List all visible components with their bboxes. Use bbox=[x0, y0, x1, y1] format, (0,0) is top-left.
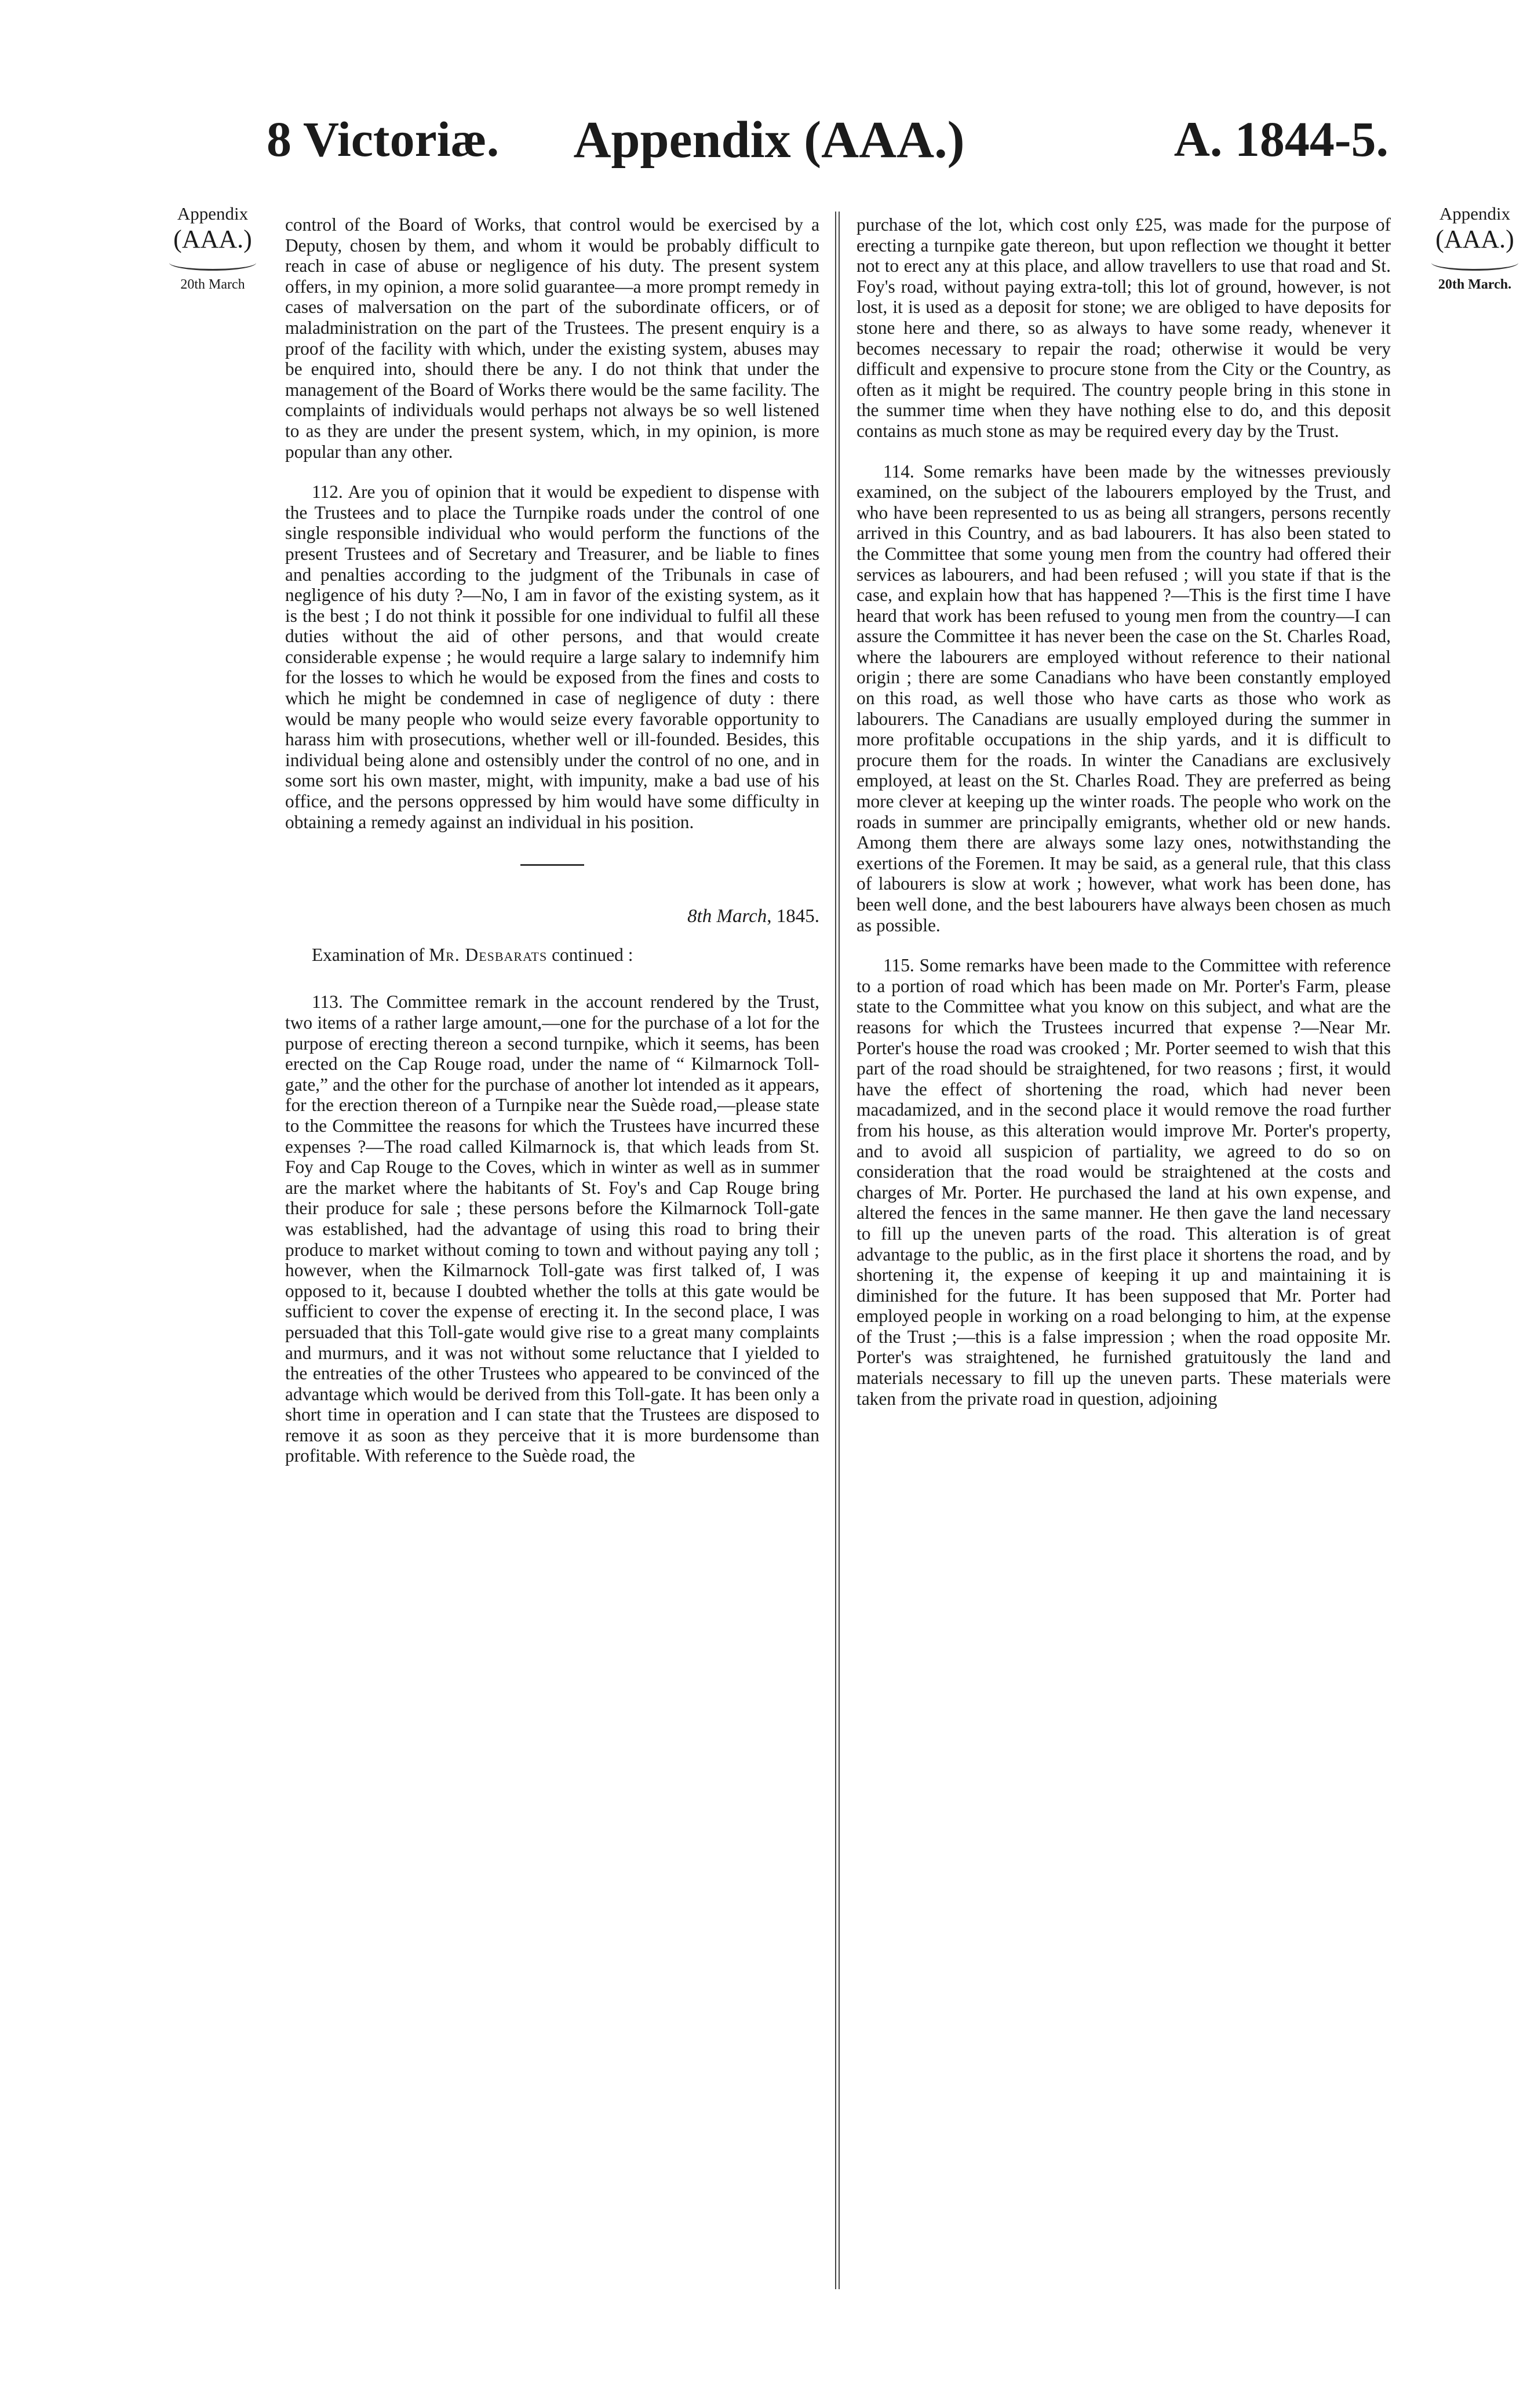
paragraph-114: 114. Some remarks have been made by the witnesses previously examined, on the subject of the labourers employed by the Trust, and who have been represented to us as being all strangers, persons recently arrived in this Country, and as bad labourers. It has also been stated to the Committee that some young men from the country had offered their services as labourers, and had been refused ; will you state if that is the case, and explain how that has happened ?—This is the first time I have heard that work has been refused to young men from the country—I can assure the Committee it has never been the case on the St. Charles Road, where the labourers are employed without reference to their national origin ; there are some Canadians who have been constantly employed on this road, as well those who have carts as those who work as labourers. The Canadians are usually employed during the summer in more profitable occupations in the ship yards, and it is difficult to procure them for the roads. In winter the Canadians are exclusively employed, at least on the St. Charles Road. They are preferred as being more clever at keeping up the winter roads. The people who work on the roads in summer are principally emigrants, whether old or new hands. Among them there are always some lazy ones, notwithstanding the exertions of the Foremen. It may be said, as a general rule, that this class of labourers is slow at work ; however, what work has been done, has been well done, and the best labourers have always been chosen as much as possible. bbox=[857, 461, 1391, 935]
margin-date: 20th March. bbox=[1438, 276, 1512, 292]
margin-appendix-code: (AAA.) bbox=[173, 225, 252, 254]
column-divider bbox=[835, 212, 836, 2289]
margin-appendix-label: Appendix bbox=[177, 203, 249, 224]
margin-date: 20th March bbox=[180, 276, 245, 292]
examination-prefix: Examination of bbox=[312, 944, 429, 965]
examination-heading bbox=[285, 945, 819, 966]
header-title: Appendix (AAA.) bbox=[573, 111, 965, 169]
paragraph-115: 115. Some remarks have been made to the Committee with reference to a portion of road which has been made on Mr. Porter's Farm, please state to the Committee what you know on this subject, and what are the reasons for which the Trustees incurred that expense ?—Near Mr. Porter's house the road was crooked ; Mr. Porter seemed to wish that this part of the road should be straightened, for two reasons ; first, it would have the effect of shortening the road, which had never been macadamized, and in the second place it would remove the road further from his house, as this alteration would improve Mr. Porter's property, and to avoid all suspicion of partiality, we agreed to do so on consideration that the road would be straightened at the costs and charges of Mr. Porter. He purchased the land at his own expense, and altered the fences in the same manner. He then gave the land necessary to fill up the uneven parts of the road. This alteration is of great advantage to the public, as in the first place it shortens the road, and by shortening it, the expense of keeping it up and maintaining it is diminished for the future. It has been supposed that Mr. Porter had employed people in working on a road belonging to him, at the expense of the Trust ;—this is a false impression ; when the road opposite Mr. Porter's was straightened, he furnished gratuitously the land and materials necessary to fill up the uneven parts. These materials were taken from the private road in question, adjoining bbox=[857, 955, 1391, 1409]
header-year: A. 1844-5. bbox=[1173, 111, 1388, 167]
paragraph-112: 112. Are you of opinion that it would be expedient to dispense with the Trustees and to place the Turnpike roads under the control of one single responsible individual who would perform the functions of the present Trustees and of Secretary and Treasurer, and be liable to fines and penalties according to the judgment of the Tribunals in case of negligence of his duty ?—No, I am in favor of the existing system, as it is the best ; I do not think it possible for one individual to fulfil all these duties without the aid of other persons, and that would create considerable expense ; he would require a large salary to indemnify him for the losses to which he would be exposed from the fines and costs to which he might be condemned in case of negligence of duty : there would be many people who would seize every favorable opportunity to harass him with prosecutions, whether well or ill-founded. Besides, this individual being alone and ostensibly under the control of no one, and in some sort his own master, might, with impunity, make a bad use of his office, and the persons oppressed by him would have some difficulty in obtaining a remedy against an individual in his position. bbox=[285, 482, 819, 832]
margin-appendix-label: Appendix bbox=[1439, 203, 1511, 224]
right-column bbox=[857, 214, 1391, 1429]
running-header bbox=[0, 110, 1538, 174]
section-rule bbox=[520, 864, 584, 866]
paragraph-continued: control of the Board of Works, that control would be exercised by a Deputy, chosen by them, and whom it would be probably difficult to reach in case of abuse or negligence of his duty. The present system offers, in my opinion, a more solid guarantee—a more prompt remedy in cases of malversation on the part of the subordinate officers, or of maladministration on the part of the Trustees. The present enquiry is a proof of the facility with which, under the existing system, abuses may be enquired into, should there be any. I do not think that under the management of the Board of Works there would be the same facility. The complaints of individuals would perhaps not always be so well listened to as they are under the present system, which, in my opinion, is more popular than any other. bbox=[285, 214, 819, 462]
session-date-year: , 1845. bbox=[767, 906, 819, 927]
session-date bbox=[285, 906, 819, 927]
paragraph-113: 113. The Committee remark in the account rendered by the Trust, two items of a rather large amount,—one for the purchase of a lot for the purpose of erecting thereon a second turnpike, which it seems, has been erected on the Cap Rouge road, under the name of “ Kilmarnock Toll-gate,” and the other for the purchase of another lot intended as it appears, for the erection thereon of a Turnpike near the Suède road,—please state to the Committee the reasons for which the Trustees have incurred these expenses ?—The road called Kilmarnock is, that which leads from St. Foy and Cap Rouge to the Coves, which in winter as well as in summer are the market where the habitants of St. Foy's and Cap Rouge bring their produce for sale ; these persons before the Kilmarnock Toll-gate was established, had the advantage of using this road to bring their produce to market without coming to town and without paying any toll ; however, when the Kilmarnock Toll-gate was first talked of, I was opposed to it, because I doubted whether the tolls at this gate would be sufficient to cover the expense of erecting it. In the second place, I was persuaded that this Toll-gate would give rise to a great many complaints and murmurs, and it was not without some reluctance that I yielded to the entreaties of the other Trustees who appeared to be convinced of the advantage which would be derived from this Toll-gate. It has been only a short time in operation and I can state that the Trustees are disposed to remove it as soon as they perceive that it is more burdensome than profitable. With reference to the Suède road, the bbox=[285, 992, 819, 1466]
witness-name: Mr. Desbarats bbox=[429, 944, 548, 965]
session-date-day: 8th March bbox=[687, 906, 767, 927]
margin-brace bbox=[169, 255, 256, 271]
paragraph-continued: purchase of the lot, which cost only £25, was made for the purpose of erecting a turnpike gate thereon, but upon reflection we thought it better not to erect any at this place, and allow travellers to use that road and St. Foy's road, without paying extra-toll; this lot of ground, however, is not lost, it is used as a deposit for stone; we are obliged to have deposits for stone here and there, so as always to have some ready, whenever it becomes necessary to repair the road; otherwise it would be very difficult and expensive to procure stone from the City or the Country, as often as it might be required. The country people bring in this stone in the summer time when they have nothing else to do, and this deposit contains as much stone as may be required every day by the Trust. bbox=[857, 214, 1391, 441]
margin-note-left bbox=[152, 203, 274, 293]
left-column bbox=[285, 214, 819, 1486]
header-session: 8 Victoriæ. bbox=[267, 111, 500, 167]
margin-appendix-code: (AAA.) bbox=[1435, 225, 1514, 254]
margin-note-right bbox=[1414, 203, 1536, 293]
margin-brace bbox=[1431, 255, 1518, 271]
examination-suffix: continued : bbox=[547, 944, 633, 965]
column-divider bbox=[839, 212, 840, 2289]
